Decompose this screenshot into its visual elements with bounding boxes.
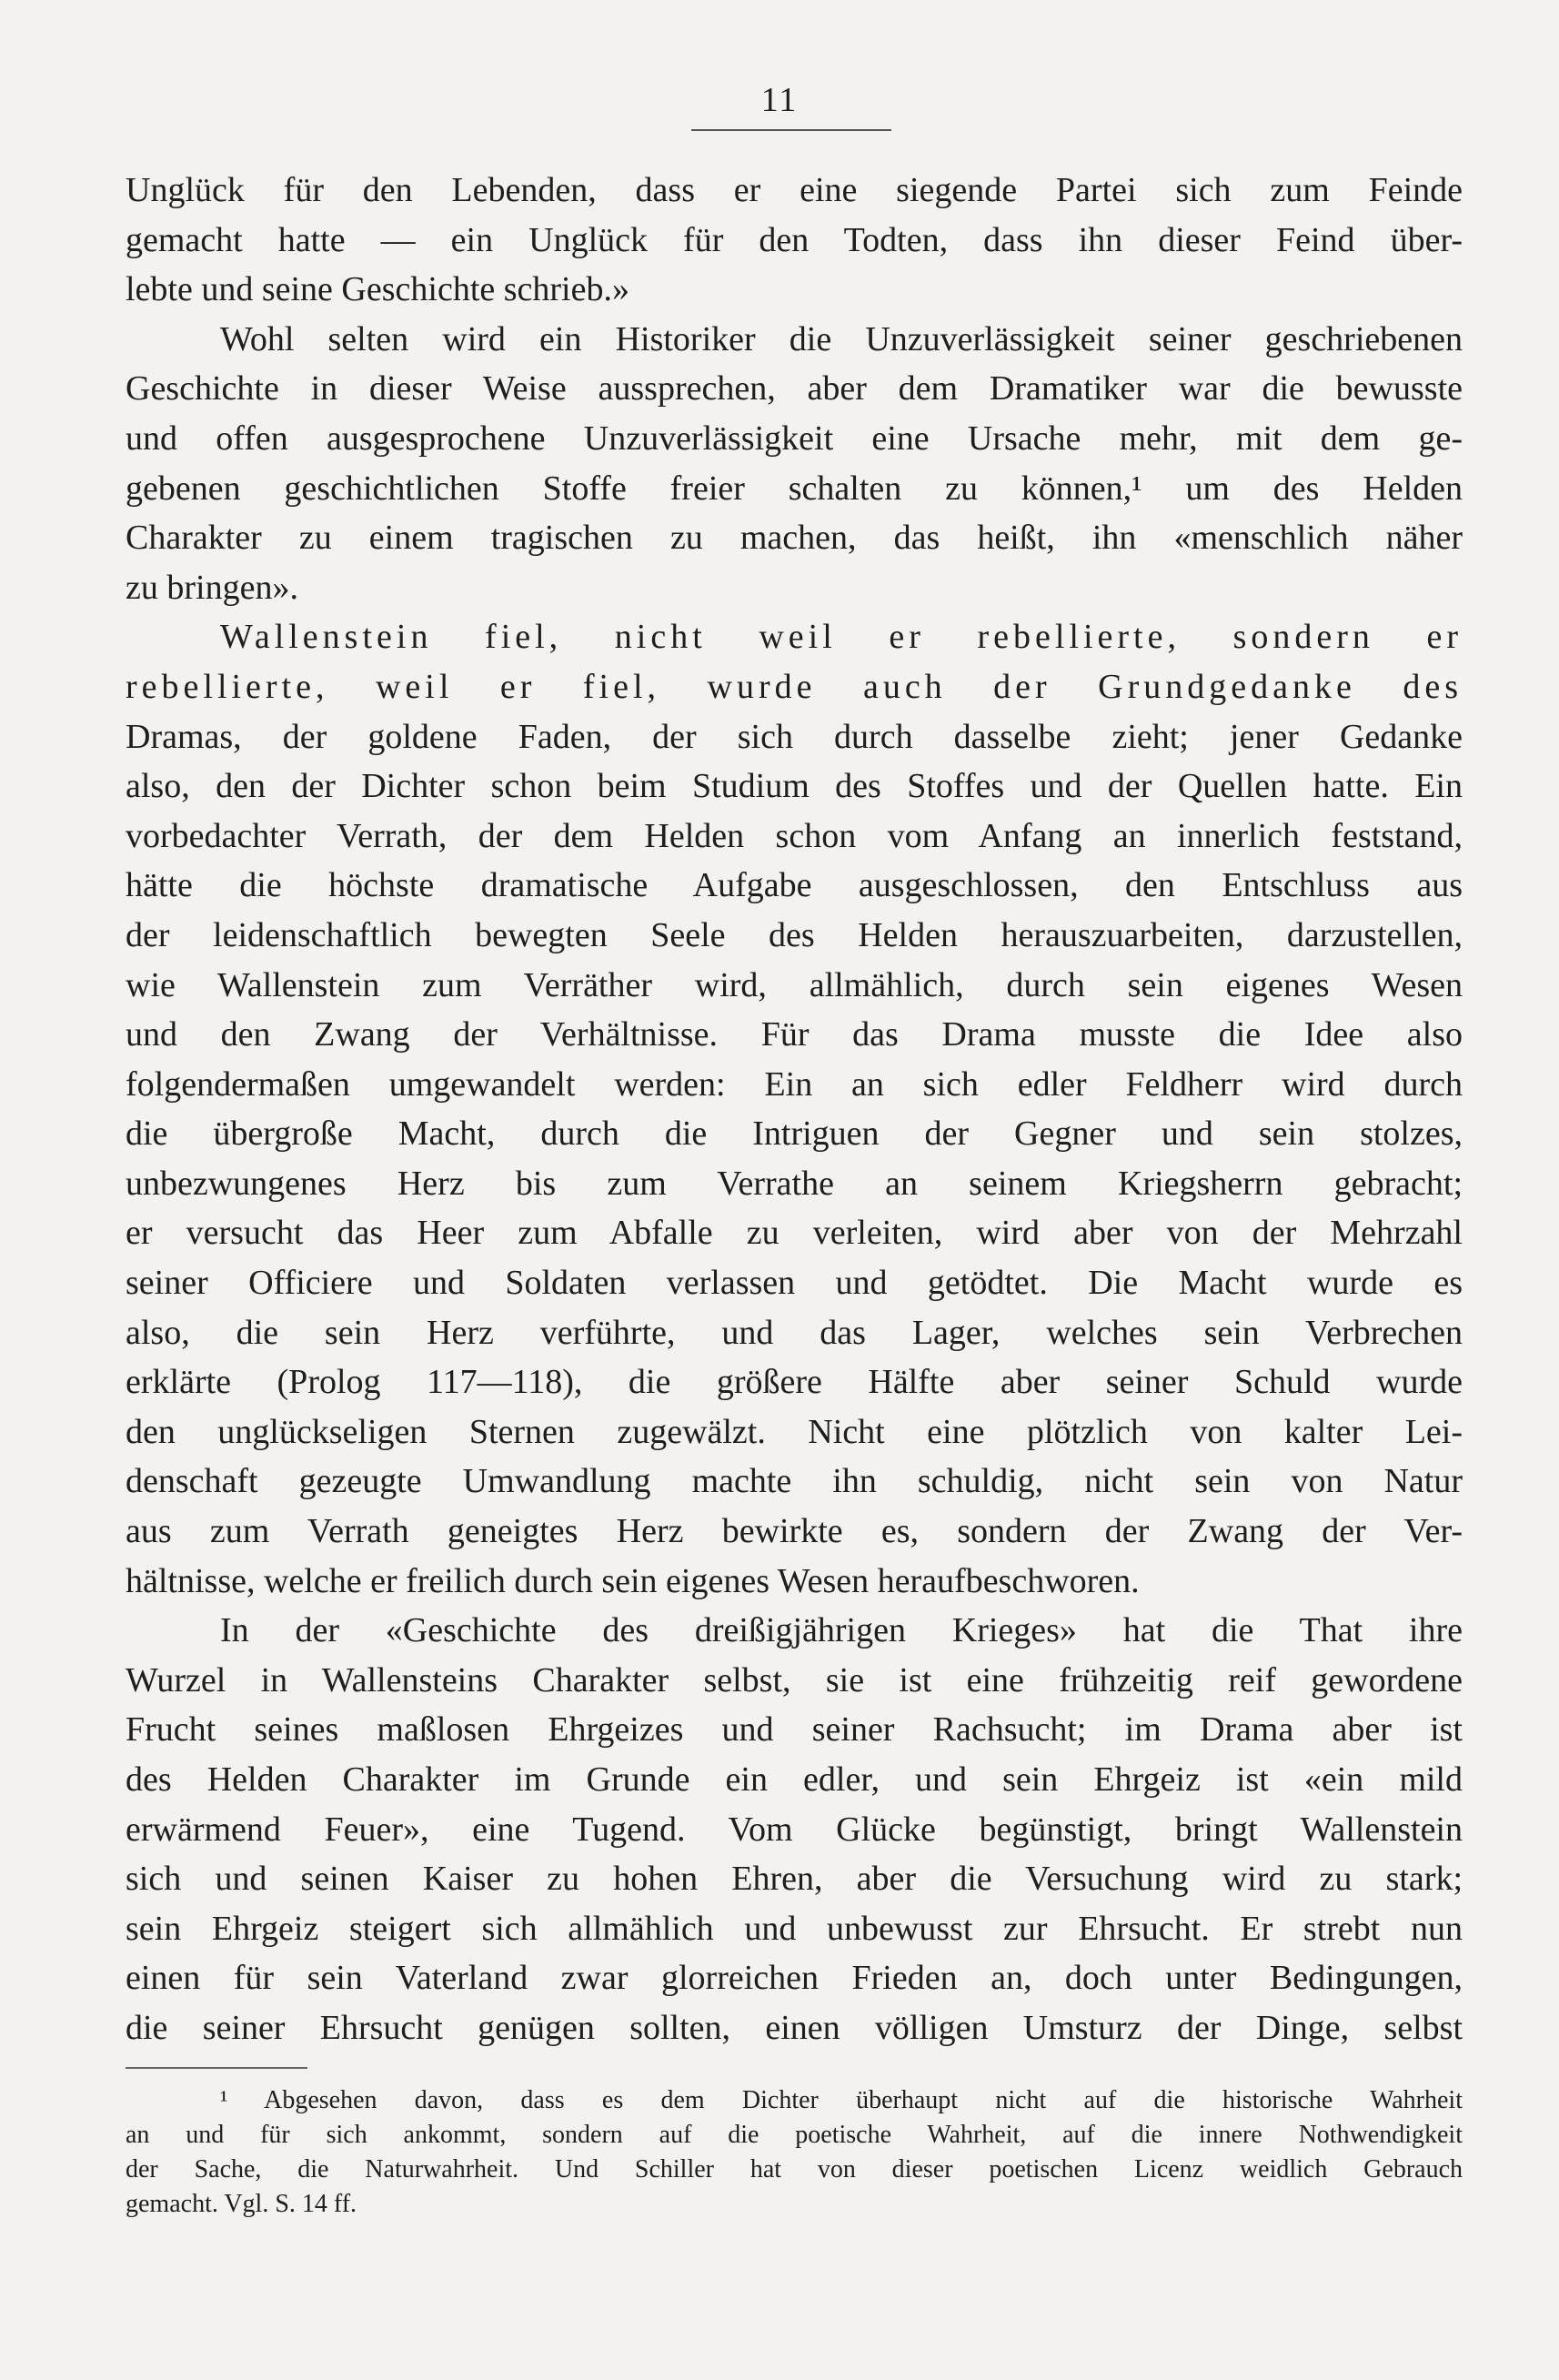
text-line: sich und seinen Kaiser zu hohen Ehren, aber die Versuchung wird zu stark;: [126, 1860, 1463, 1899]
text-line: den unglückseligen Sternen zugewälzt. Nicht eine plötzlich von kalter Lei-: [126, 1412, 1463, 1451]
text-line: folgendermaßen umgewandelt werden: Ein an sich edler Feldherr wird durch: [126, 1064, 1463, 1104]
paragraph-start-line: Wohl selten wird ein Historiker die Unzuverlässigkeit seiner geschriebenen: [220, 319, 1463, 358]
text-line: seiner Officiere und Soldaten verlassen und getödtet. Die Macht wurde es: [126, 1264, 1463, 1303]
text-line: gemacht hatte — ein Unglück für den Todten, dass ihn dieser Feind über-: [126, 220, 1463, 259]
text-line: gebenen geschichtlichen Stoffe freier schalten zu können,¹ um des Helden: [126, 469, 1463, 508]
text-line: erklärte (Prolog 117—118), die größere Hälfte aber seiner Schuld wurde: [126, 1363, 1463, 1402]
text-line: denschaft gezeugte Umwandlung machte ihn schuldig, nicht sein von Natur: [126, 1462, 1463, 1501]
text-line: sein Ehrgeiz steigert sich allmählich und unbewusst zur Ehrsucht. Er strebt nun: [126, 1909, 1463, 1948]
text-line: erwärmend Feuer», eine Tugend. Vom Glücke begünstigt, bringt Wallenstein: [126, 1810, 1463, 1849]
page-number: 11: [760, 81, 799, 119]
text-line: einen für sein Vaterland zwar glorreichen Frieden an, doch unter Bedingungen,: [126, 1959, 1463, 1998]
emphasized-line: rebellierte, weil er fiel, wurde auch der Grundgedanke des: [126, 667, 1463, 706]
footnote-line: gemacht. Vgl. S. 14 ff.: [126, 2190, 357, 2218]
text-line: vorbedachter Verrath, der dem Helden schon vom Anfang an innerlich feststand,: [126, 816, 1463, 855]
text-line: die übergroße Macht, durch die Intriguen der Gegner und sein stolzes,: [126, 1114, 1463, 1154]
text-line: Geschichte in dieser Weise aussprechen, aber dem Dramatiker war die bewusste: [126, 369, 1463, 408]
text-line: er versucht das Heer zum Abfalle zu verleiten, wird aber von der Mehrzahl: [126, 1214, 1463, 1253]
text-line: die seiner Ehrsucht genügen sollten, einen völligen Umsturz der Dinge, selbst: [126, 2008, 1463, 2047]
text-line: wie Wallenstein zum Verräther wird, allmählich, durch sein eigenes Wesen: [126, 965, 1463, 1004]
text-line: aus zum Verrath geneigtes Herz bewirkte es, sondern der Zwang der Ver-: [126, 1512, 1463, 1551]
text-line: Frucht seines maßlosen Ehrgeizes und seiner Rachsucht; im Drama aber ist: [126, 1710, 1463, 1750]
text-line: und offen ausgesprochene Unzuverlässigkeit eine Ursache mehr, mit dem ge-: [126, 419, 1463, 458]
footnote: [126, 2083, 1463, 2222]
footnote-line: der Sache, die Naturwahrheit. Und Schiller hat von dieser poetischen Licenz weidlich Gebrauch: [126, 2155, 1463, 2183]
text-line: Wurzel in Wallensteins Charakter selbst, sie ist eine frühzeitig reif gewordene: [126, 1660, 1463, 1699]
text-line: also, die sein Herz verführte, und das Lager, welches sein Verbrechen: [126, 1313, 1463, 1352]
body-text: [126, 166, 1463, 2053]
text-line: lebte und seine Geschichte schrieb.»: [126, 270, 629, 309]
text-line: der leidenschaftlich bewegten Seele des Helden herauszuarbeiten, darzustellen,: [126, 915, 1463, 954]
text-line: hältnisse, welche er freilich durch sein eigenes Wesen heraufbeschworen.: [126, 1561, 1140, 1600]
text-line: hätte die höchste dramatische Aufgabe ausgeschlossen, den Entschluss aus: [126, 866, 1463, 905]
text-line: und den Zwang der Verhältnisse. Für das Drama musste die Idee also: [126, 1015, 1463, 1054]
footnote-line: ¹ Abgesehen davon, dass es dem Dichter überhaupt nicht auf die historische Wahrheit: [220, 2086, 1463, 2114]
text-line: des Helden Charakter im Grunde ein edler, und sein Ehrgeiz ist «ein mild: [126, 1760, 1463, 1799]
text-line: zu bringen».: [126, 568, 298, 607]
header-rule: [691, 129, 891, 131]
emphasized-line: Wallenstein fiel, nicht weil er rebellierte, sondern er: [220, 618, 1463, 657]
text-line: Unglück für den Lebenden, dass er eine siegende Partei sich zum Feinde: [126, 171, 1463, 209]
paragraph-start-line: In der «Geschichte des dreißigjährigen Krieges» hat die That ihre: [220, 1611, 1463, 1650]
text-line: unbezwungenes Herz bis zum Verrathe an seinem Kriegsherrn gebracht;: [126, 1164, 1463, 1203]
text-line: Charakter zu einem tragischen zu machen, das heißt, ihn «menschlich näher: [126, 519, 1463, 558]
text-line: also, den der Dichter schon beim Studium des Stoffes und der Quellen hatte. Ein: [126, 767, 1463, 806]
text-line: Dramas, der goldene Faden, der sich durch dasselbe zieht; jener Gedanke: [126, 717, 1463, 756]
footnote-rule: [126, 2067, 307, 2069]
footnote-line: an und für sich ankommt, sondern auf die poetische Wahrheit, auf die innere Nothwendigkeit: [126, 2121, 1463, 2149]
